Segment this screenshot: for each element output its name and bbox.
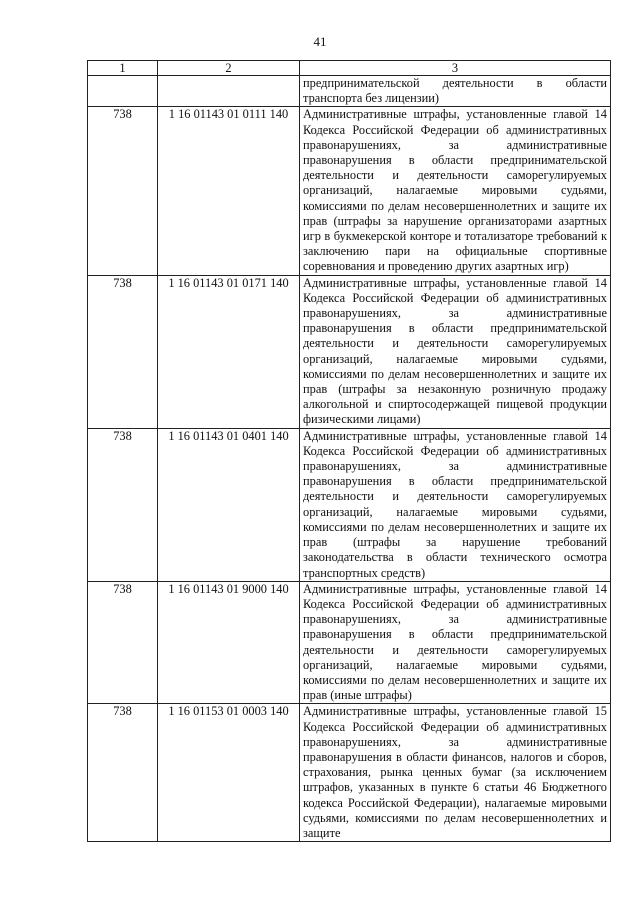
budget-code-cell: 1 16 01143 01 0111 140 (158, 107, 300, 275)
column-header-1: 1 (88, 61, 158, 76)
budget-codes-table (87, 60, 611, 842)
description-cell: Административные штрафы, установленные главой 14 Кодекса Российской Федерации об административных правонарушениях, за административные правонарушения в области предпринимательской деятельности и деятельности саморегулируемых организаций, налагаемые мировыми судьями, комиссиями по делам несовершеннолетних и защите их прав (иные штрафы) (300, 581, 611, 704)
description-cell: Административные штрафы, установленные главой 14 Кодекса Российской Федерации об административных правонарушениях, за административные правонарушения в области предпринимательской деятельности и деятельности саморегулируемых организаций, налагаемые мировыми судьями, комиссиями по делам несовершеннолетних и защите их прав (штрафы за незаконную розничную продажу алкогольной и спиртосодержащей пищевой продукции физическими лицами) (300, 275, 611, 428)
admin-code-cell: 738 (88, 581, 158, 704)
admin-code-cell: 738 (88, 704, 158, 842)
table-row (88, 704, 611, 842)
table-row (88, 428, 611, 581)
table-row (88, 275, 611, 428)
table-row (88, 107, 611, 275)
budget-code-cell: 1 16 01143 01 0401 140 (158, 428, 300, 581)
budget-code-cell: 1 16 01143 01 0171 140 (158, 275, 300, 428)
budget-code-cell: 1 16 01143 01 9000 140 (158, 581, 300, 704)
description-cell: Административные штрафы, установленные главой 14 Кодекса Российской Федерации об административных правонарушениях, за административные правонарушения в области предпринимательской деятельности и деятельности саморегулируемых организаций, налагаемые мировыми судьями, комиссиями по делам несовершеннолетних и защите их прав (штрафы за нарушение требований законодательства в области технического осмотра транспортных средств) (300, 428, 611, 581)
page-number: 41 (313, 34, 327, 49)
admin-code-cell: 738 (88, 275, 158, 428)
description-cell: Административные штрафы, установленные главой 14 Кодекса Российской Федерации об административных правонарушениях, за административные правонарушения в области предпринимательской деятельности и деятельности саморегулируемых организаций, налагаемые мировыми судьями, комиссиями по делам несовершеннолетних и защите их прав (штрафы за нарушение организаторами азартных игр в букмекерской конторе и тотализаторе требований к заключению пари на официальные спортивные соревнования и проведению других азартных игр) (300, 107, 611, 275)
column-header-3: 3 (300, 61, 611, 76)
admin-code-cell: 738 (88, 107, 158, 275)
budget-code-cell: 1 16 01153 01 0003 140 (158, 704, 300, 842)
table-row (88, 581, 611, 704)
column-header-2: 2 (158, 61, 300, 76)
admin-code-cell (88, 76, 158, 107)
description-cell: предпринимательской деятельности в области транспорта без лицензии) (300, 76, 611, 107)
admin-code-cell: 738 (88, 428, 158, 581)
table-header-row (88, 61, 611, 76)
budget-code-cell (158, 76, 300, 107)
table-row-continuation (88, 76, 611, 107)
description-cell: Административные штрафы, установленные главой 15 Кодекса Российской Федерации об административных правонарушениях, за административные правонарушения в области финансов, налогов и сборов, страхования, рынка ценных бумаг (за исключением штрафов, указанных в пункте 6 статьи 46 Бюджетного кодекса Российской Федерации), налагаемые мировыми судьями, комиссиями по делам несовершеннолетних и защите (300, 704, 611, 842)
